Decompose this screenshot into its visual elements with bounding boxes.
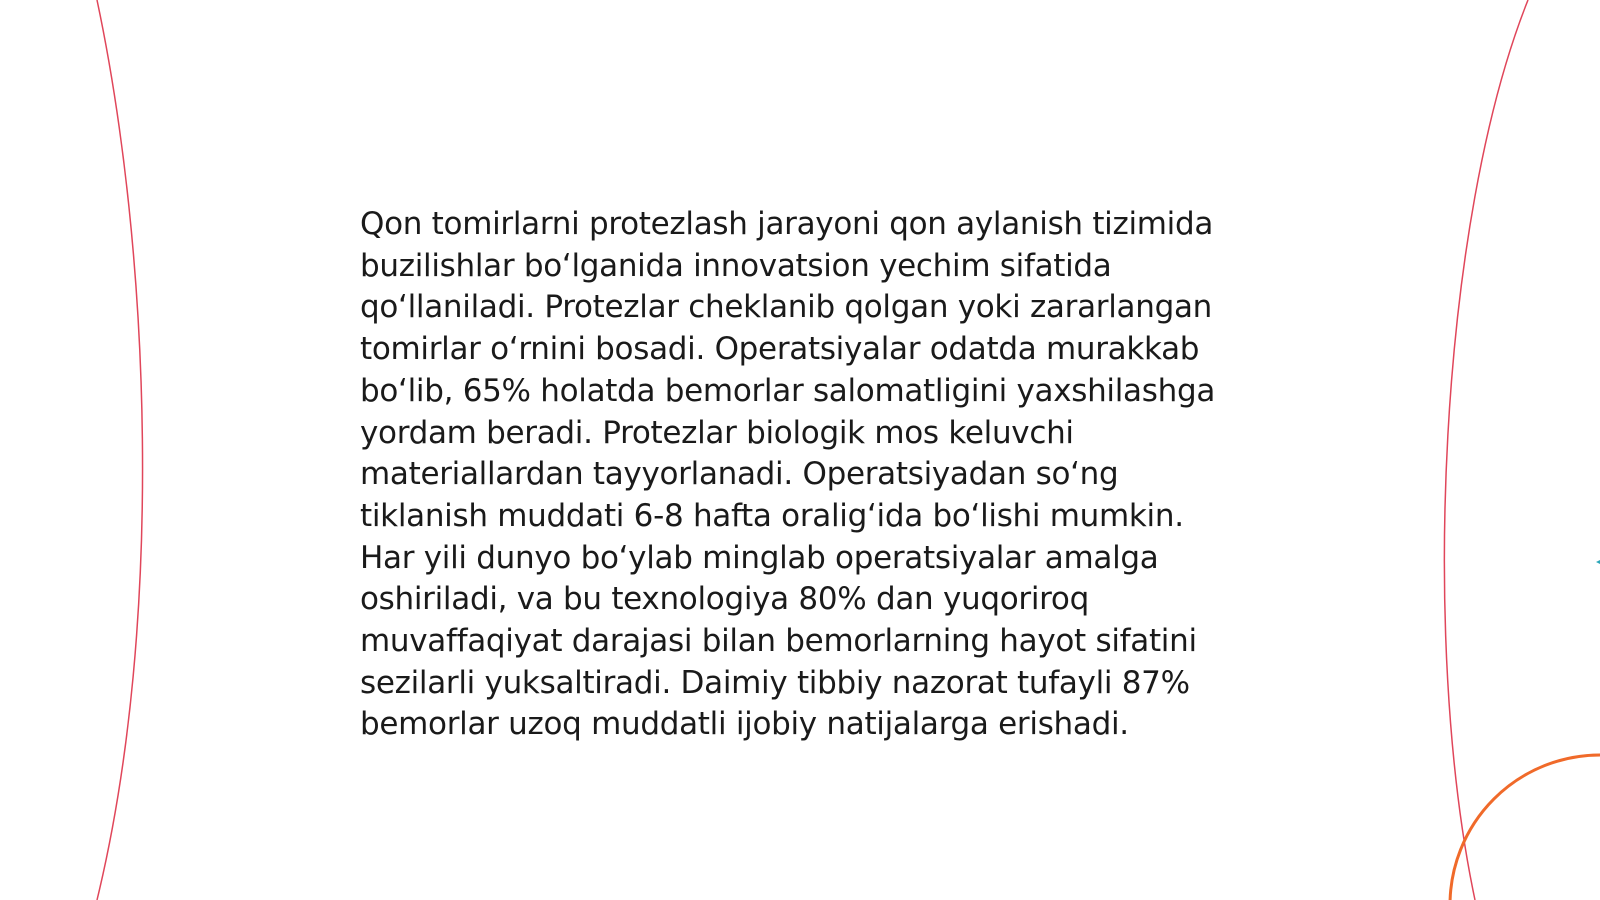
teal-accent-mark	[1596, 560, 1600, 564]
body-paragraph: Qon tomirlarni protezlash jarayoni qon aylanish tizimida buzilishlar bo‘lganida innovatsion yechim sifatida qo‘llaniladi. Protezlar cheklanib qolgan yoki zararlangan tomirlar o‘rnini bosadi. Operatsiyalar odatda murakkab bo‘lib, 65% holatda bemorlar salomatligini yaxshilashga yordam beradi. Protezlar biologik mos keluvchi materiallardan tayyorlanadi. Operatsiyadan so‘ng tiklanish muddati 6-8 hafta oralig‘ida bo‘lishi mumkin. Har yili dunyo bo‘ylab minglab operatsiyalar amalga oshiriladi, va bu texnologiya 80% dan yuqoriroq muvaffaqiyat darajasi bilan bemorlarning hayot sifatini sezilarli yuksaltiradi. Daimiy tibbiy nazorat tufayli 87% bemorlar uzoq muddatli ijobiy natijalarga erishadi.	[360, 206, 1216, 743]
left-curve-line	[97, 0, 143, 900]
orange-circle-outline	[1450, 755, 1600, 900]
right-curve-line	[1444, 0, 1528, 900]
